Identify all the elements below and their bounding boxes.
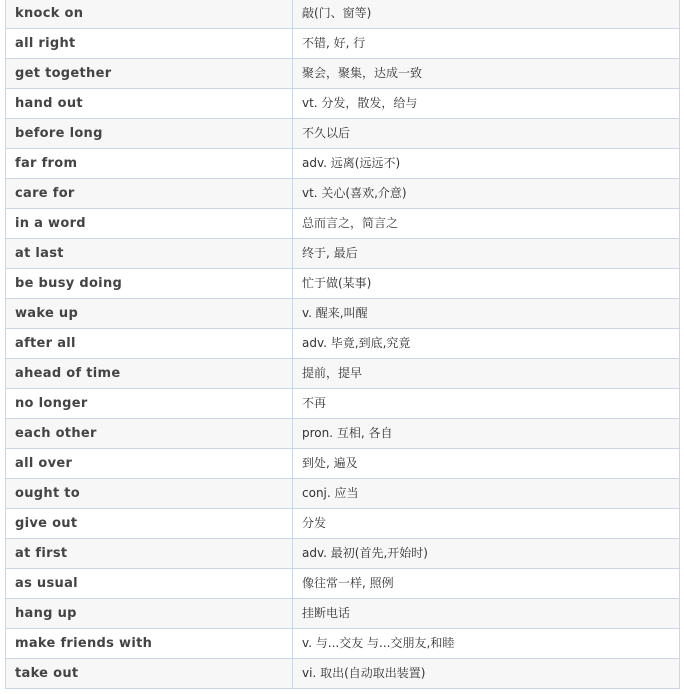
table-row <box>6 59 680 89</box>
meaning-cell: conj. 应当 <box>293 479 680 509</box>
phrase-cell: as usual <box>6 569 293 599</box>
phrase-cell: each other <box>6 419 293 449</box>
table-row <box>6 119 680 149</box>
meaning-cell: adv. 远离(远远不) <box>293 149 680 179</box>
phrase-cell: after all <box>6 329 293 359</box>
meaning-cell: 忙于做(某事) <box>293 269 680 299</box>
phrase-cell: care for <box>6 179 293 209</box>
phrase-cell: hand out <box>6 89 293 119</box>
table-row <box>6 449 680 479</box>
meaning-cell: 像往常一样, 照例 <box>293 569 680 599</box>
table-row <box>6 419 680 449</box>
table-row <box>6 179 680 209</box>
phrase-cell: before long <box>6 119 293 149</box>
table-row <box>6 539 680 569</box>
phrase-cell: wake up <box>6 299 293 329</box>
table-row <box>6 0 680 29</box>
meaning-cell: 挂断电话 <box>293 599 680 629</box>
phrase-cell: make friends with <box>6 629 293 659</box>
meaning-cell: 不错, 好, 行 <box>293 29 680 59</box>
meaning-cell: 终于, 最后 <box>293 239 680 269</box>
meaning-cell: 敲(门、窗等) <box>293 0 680 29</box>
meaning-cell: v. 醒来,叫醒 <box>293 299 680 329</box>
table-row <box>6 509 680 539</box>
table-row <box>6 569 680 599</box>
phrase-cell: hang up <box>6 599 293 629</box>
meaning-cell: vt. 分发，散发，给与 <box>293 89 680 119</box>
phrase-cell: be busy doing <box>6 269 293 299</box>
meaning-cell: adv. 最初(首先,开始时) <box>293 539 680 569</box>
table-row <box>6 329 680 359</box>
table-row <box>6 149 680 179</box>
table-row <box>6 599 680 629</box>
meaning-cell: vt. 关心(喜欢,介意) <box>293 179 680 209</box>
meaning-cell: 不再 <box>293 389 680 419</box>
phrase-cell: knock on <box>6 0 293 29</box>
table-row <box>6 89 680 119</box>
phrase-cell: at first <box>6 539 293 569</box>
table-row <box>6 629 680 659</box>
meaning-cell: vi. 取出(自动取出装置) <box>293 659 680 689</box>
table-row <box>6 209 680 239</box>
phrase-cell: all right <box>6 29 293 59</box>
phrase-cell: ahead of time <box>6 359 293 389</box>
phrase-cell: take out <box>6 659 293 689</box>
table-row <box>6 239 680 269</box>
table-row <box>6 269 680 299</box>
phrase-cell: ought to <box>6 479 293 509</box>
table-row <box>6 359 680 389</box>
meaning-cell: 总而言之，简言之 <box>293 209 680 239</box>
meaning-cell: pron. 互相, 各自 <box>293 419 680 449</box>
meaning-cell: 不久以后 <box>293 119 680 149</box>
meaning-cell: 聚会，聚集，达成一致 <box>293 59 680 89</box>
phrase-cell: give out <box>6 509 293 539</box>
phrase-cell: in a word <box>6 209 293 239</box>
phrase-table <box>5 0 680 689</box>
phrase-table-body <box>6 0 680 689</box>
meaning-cell: 到处, 遍及 <box>293 449 680 479</box>
table-row <box>6 299 680 329</box>
phrase-cell: far from <box>6 149 293 179</box>
table-row <box>6 479 680 509</box>
phrase-cell: at last <box>6 239 293 269</box>
meaning-cell: adv. 毕竟,到底,究竟 <box>293 329 680 359</box>
meaning-cell: v. 与...交友 与...交朋友,和睦 <box>293 629 680 659</box>
table-row <box>6 389 680 419</box>
table-row <box>6 29 680 59</box>
meaning-cell: 分发 <box>293 509 680 539</box>
phrase-cell: all over <box>6 449 293 479</box>
meaning-cell: 提前，提早 <box>293 359 680 389</box>
phrase-cell: no longer <box>6 389 293 419</box>
table-row <box>6 659 680 689</box>
phrase-cell: get together <box>6 59 293 89</box>
